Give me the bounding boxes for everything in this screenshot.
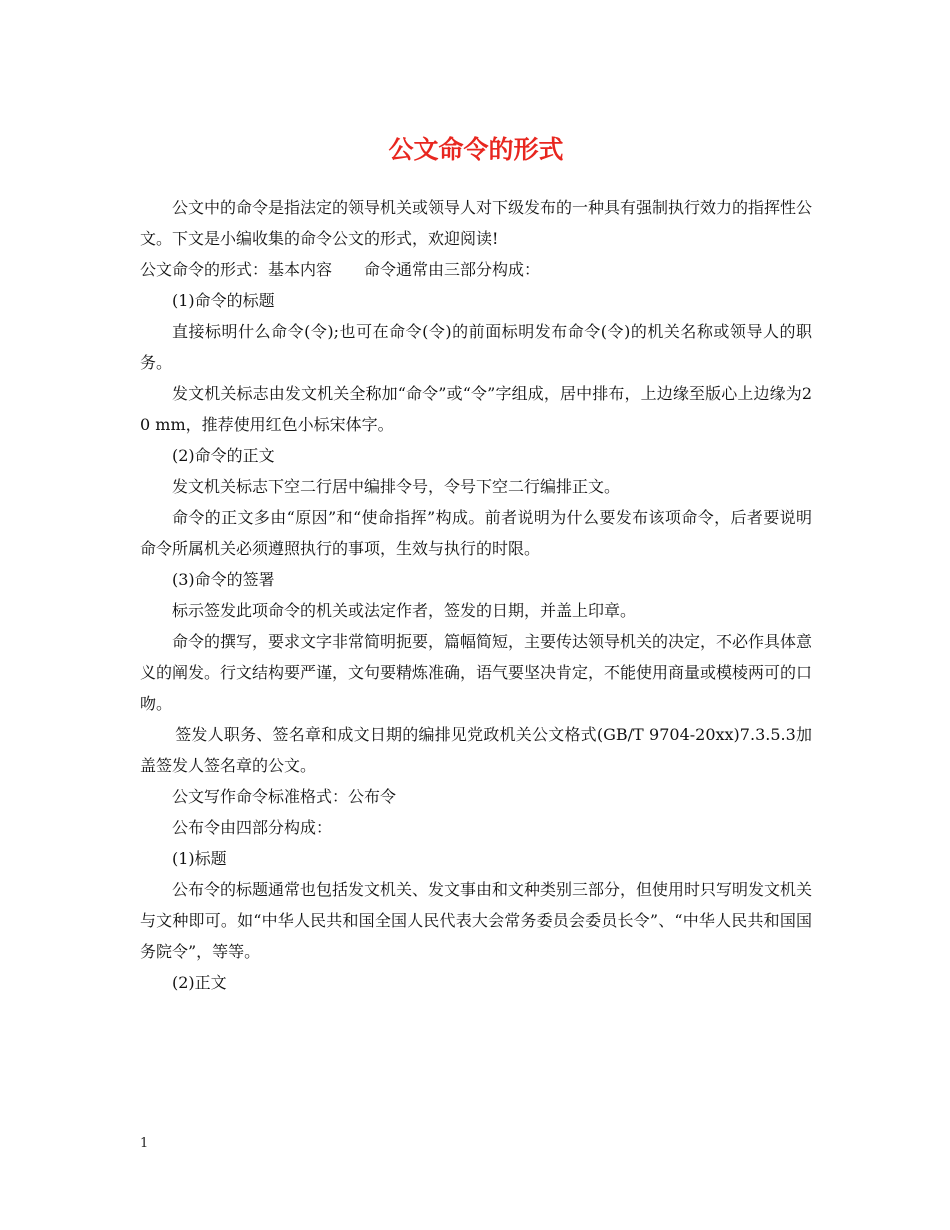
body-paragraph: 公布令的标题通常也包括发文机关、发文事由和文种类别三部分，但使用时只写明发文机关与文种即可。如“中华人民共和国全国人民代表大会常务委员会委员长令”、“中华人民共和国国务院令”，等等。 xyxy=(140,880,813,961)
body-paragraph: 发文机关标志下空二行居中编排令号，令号下空二行编排正文。 xyxy=(172,477,621,496)
body-paragraph: 直接标明什么命令(令);也可在命令(令)的前面标明发布命令(令)的机关名称或领导人的职务。 xyxy=(140,322,812,372)
body-paragraph: 公文中的命令是指法定的领导机关或领导人对下级发布的一种具有强制执行效力的指挥性公文。下文是小编收集的命令公文的形式，欢迎阅读! xyxy=(140,198,813,248)
body-paragraph: 公文命令的形式：基本内容 命令通常由三部分构成： xyxy=(140,260,541,279)
page-number: 1 xyxy=(140,1136,149,1151)
document-title: 公文命令的形式 xyxy=(388,135,564,164)
body-paragraph: (2)正文 xyxy=(172,973,227,992)
body-paragraph: (2)命令的正文 xyxy=(172,446,275,465)
body-paragraph: (3)命令的签署 xyxy=(172,570,275,589)
body-paragraph: 公文写作命令标准格式：公布令 xyxy=(172,787,397,806)
body-paragraph: (1)命令的标题 xyxy=(172,291,275,310)
document-body xyxy=(140,192,812,998)
body-paragraph: 命令的正文多由“原因”和“使命指挥”构成。前者说明为什么要发布该项命令，后者要说明命令所属机关必须遵照执行的事项，生效与执行的时限。 xyxy=(140,508,812,558)
body-paragraph: 公布令由四部分构成： xyxy=(172,818,333,837)
body-paragraph: 命令的撰写，要求文字非常简明扼要，篇幅简短，主要传达领导机关的决定，不必作具体意义的阐发。行文结构要严谨，文句要精炼准确，语气要坚决肯定，不能使用商量或模棱两可的口吻。 xyxy=(140,632,813,713)
body-paragraph: 签发人职务、签名章和成文日期的编排见党政机关公文格式(GB/T 9704-20xx)7.3.5.3加盖签发人签名章的公文。 xyxy=(140,725,812,775)
body-paragraph: (1)标题 xyxy=(172,849,227,868)
body-paragraph: 发文机关标志由发文机关全称加“命令”或“令”字组成，居中排布，上边缘至版心上边缘为20 mm，推荐使用红色小标宋体字。 xyxy=(140,384,812,434)
body-paragraph: 标示签发此项命令的机关或法定作者，签发的日期，并盖上印章。 xyxy=(172,601,637,620)
